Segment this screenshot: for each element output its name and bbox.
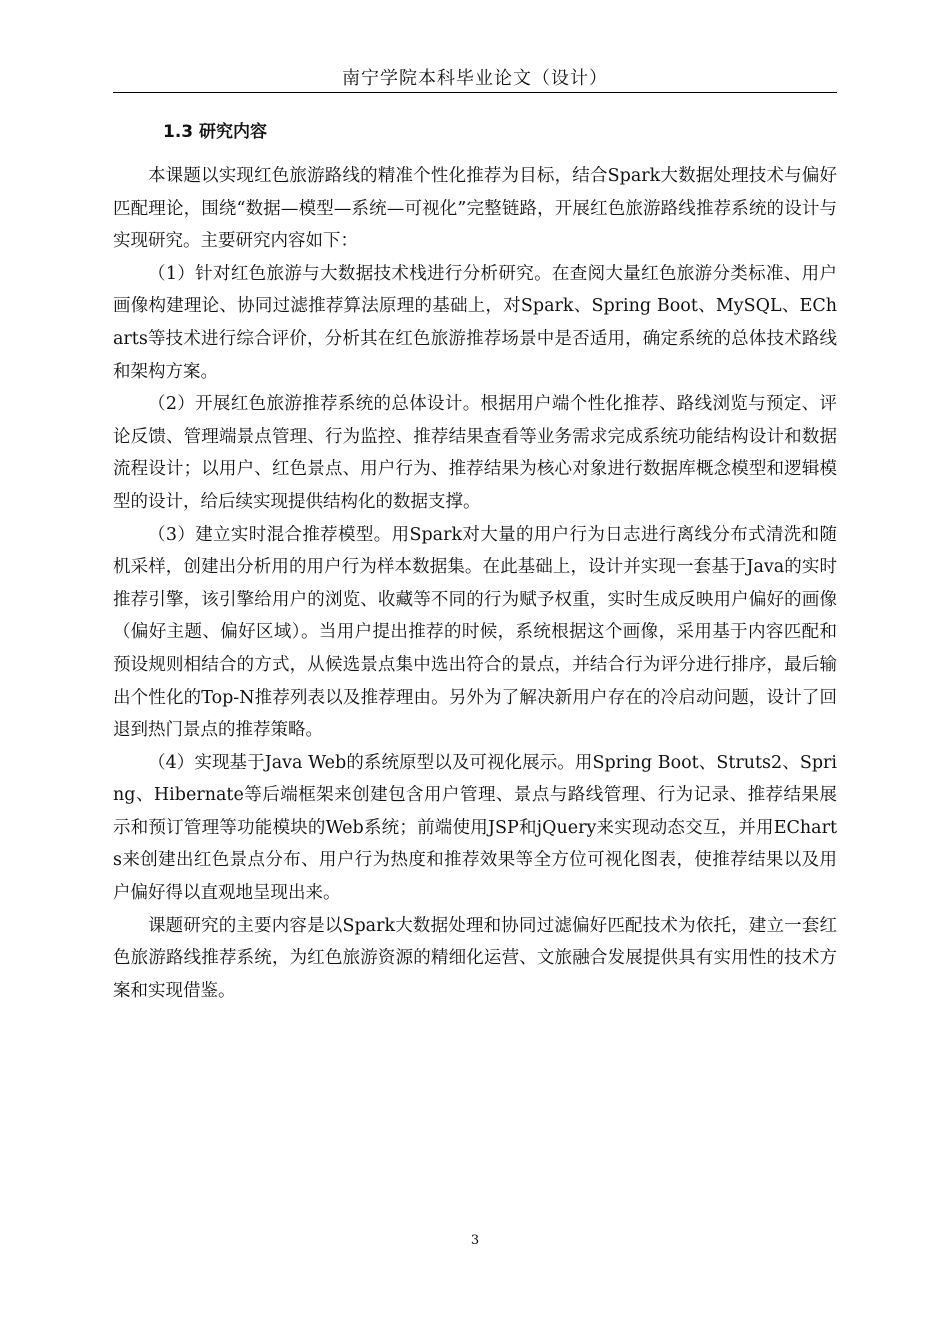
paragraph-intro: 本课题以实现红色旅游路线的精准个性化推荐为目标，结合Spark大数据处理技术与偏好匹配理论，围绕“数据—模型—系统—可视化”完整链路，开展红色旅游路线推荐系统的设计与实现研究。主要研究内容如下： xyxy=(113,166,837,252)
paragraph-summary: 课题研究的主要内容是以Spark大数据处理和协同过滤偏好匹配技术为依托，建立一套红色旅游路线推荐系统，为红色旅游资源的精细化运营、文旅融合发展提供具有实用性的技术方案和实现借鉴。 xyxy=(113,915,837,1001)
header-divider xyxy=(113,92,837,93)
body-text xyxy=(113,160,837,1007)
section-heading: 1.3 研究内容 xyxy=(163,122,268,142)
paragraph-item-4: （4）实现基于Java Web的系统原型以及可视化展示。用Spring Boot、Struts2、Spring、Hibernate等后端框架来创建包含用户管理、景点与路线管理、行为记录、推荐结果展示和预订管理等功能模块的Web系统；前端使用JSP和jQuery来实现动态交互，并用ECharts来创建出红色景点分布、用户行为热度和推荐效果等全方位可视化图表，使推荐结果以及用户偏好得以直观地呈现出来。 xyxy=(113,752,837,904)
page-header-title: 南宁学院本科毕业论文（设计） xyxy=(342,68,608,89)
paragraph-item-3: （3）建立实时混合推荐模型。用Spark对大量的用户行为日志进行离线分布式清洗和随机采样，创建出分析用的用户行为样本数据集。在此基础上，设计并实现一套基于Java的实时推荐引擎，该引擎给用户的浏览、收藏等不同的行为赋予权重，实时生成反映用户偏好的画像（偏好主题、偏好区域）。当用户提出推荐的时候，系统根据这个画像，采用基于内容匹配和预设规则相结合的方式，从候选景点集中选出符合的景点，并结合行为评分进行排序，最后输出个性化的Top-N推荐列表以及推荐理由。另外为了解决新用户存在的冷启动问题，设计了回退到热门景点的推荐策略。 xyxy=(113,524,837,741)
paragraph-item-2: （2）开展红色旅游推荐系统的总体设计。根据用户端个性化推荐、路线浏览与预定、评论反馈、管理端景点管理、行为监控、推荐结果查看等业务需求完成系统功能结构设计和数据流程设计；以用户、红色景点、用户行为、推荐结果为核心对象进行数据库概念模型和逻辑模型的设计，给后续实现提供结构化的数据支撑。 xyxy=(113,394,837,512)
paragraph-item-1: （1）针对红色旅游与大数据技术栈进行分析研究。在查阅大量红色旅游分类标准、用户画像构建理论、协同过滤推荐算法原理的基础上，对Spark、Spring Boot、MySQL、ECharts等技术进行综合评价，分析其在红色旅游推荐场景中是否适用，确定系统的总体技术路线和架构方案。 xyxy=(113,263,837,382)
page-number: 3 xyxy=(470,1233,480,1248)
